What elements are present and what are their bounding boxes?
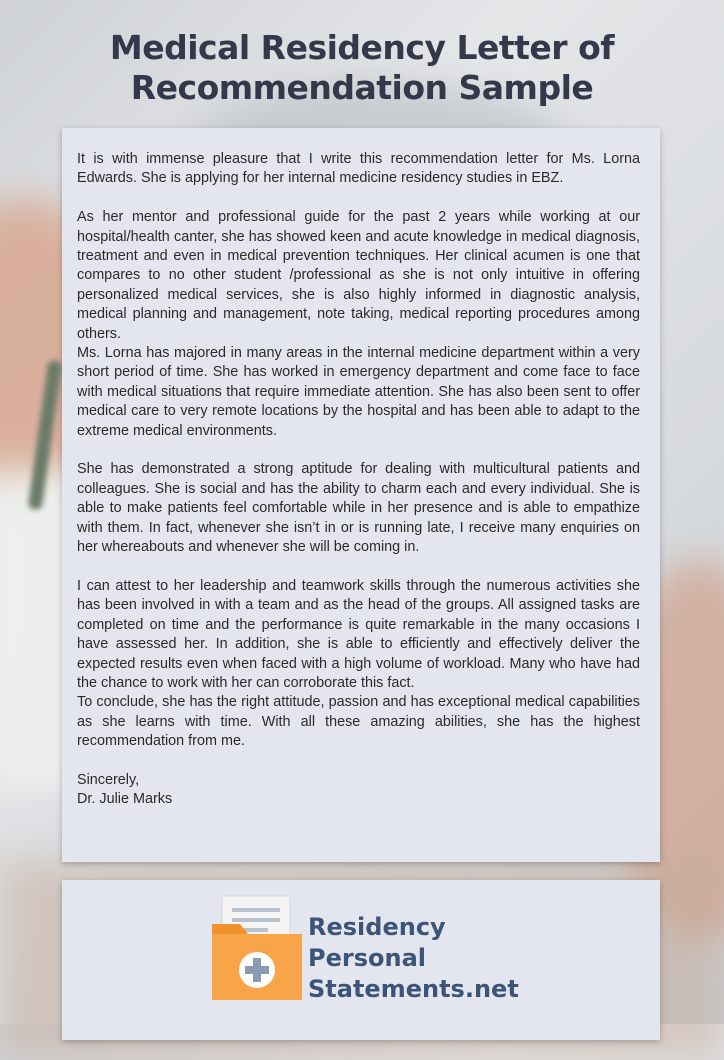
brand-line-3: Statements.net	[308, 975, 519, 1003]
letter-paragraph-5: I can attest to her leadership and teamwork skills through the numerous activities she has been involved in with a team and as the head of the groups. All assigned tasks are completed on time and the performance is quite remarkable in the many occasions I have assessed her. In addition, she is able to efficiently and effectively deliver the expected results even when faced with a high volume of workload. Many who have had the chance to work with her can corroborate this fact.	[77, 577, 640, 691]
page-title: Medical Residency Letter of Recommendation Sample	[109, 28, 615, 107]
letter-paragraph-6: To conclude, she has the right attitude, passion and has exceptional medical capabilities as she learns with time. With all these amazing abilities, she has the highest recommendation from me.	[77, 694, 640, 750]
brand-card	[62, 880, 660, 1040]
letter-paragraph-1: It is with immense pleasure that I write this recommendation letter for Ms. Lorna Edwards. She is applying for her internal medicine residency studies in EBZ.	[77, 151, 640, 187]
letter-paragraph-2: As her mentor and professional guide for the past 2 years while working at our hospital/health canter, she has showed keen and acute knowledge in medical diagnosis, treatment and even in medical prevention techniques. Her clinical acumen is one that compares to no other student /professional as she is not only intuitive in offering personalized medical services, she is also highly informed in diagnostic analysis, medical planning and management, note taking, medical reporting procedures among others.	[77, 209, 640, 342]
medical-folder-icon	[210, 894, 304, 1002]
brand-line-1: Residency	[308, 913, 446, 941]
letter-paragraph-3: Ms. Lorna has majored in many areas in the internal medicine department within a very short period of time. She has worked in emergency department and come face to face with medical situations that require immediate attention. She has also been sent to offer medical care to very remote locations by the hospital and has been able to adapt to the extreme medical environments.	[77, 345, 640, 439]
letter-closing: Sincerely,	[77, 771, 140, 788]
letter-card	[62, 128, 660, 862]
brand-line-2: Personal	[308, 944, 426, 972]
brand-name	[308, 912, 519, 1005]
letter-signature: Dr. Julie Marks	[77, 791, 173, 808]
letter-paragraph-4: She has demonstrated a strong aptitude for dealing with multicultural patients and colleagues. She is social and has the ability to charm each and every individual. She is able to make patients feel comfortable while in her presence and is able to empathize with them. In fact, whenever she isn’t in or is running late, I receive many enquiries on her whereabouts and whenever she will be coming in.	[77, 461, 640, 556]
